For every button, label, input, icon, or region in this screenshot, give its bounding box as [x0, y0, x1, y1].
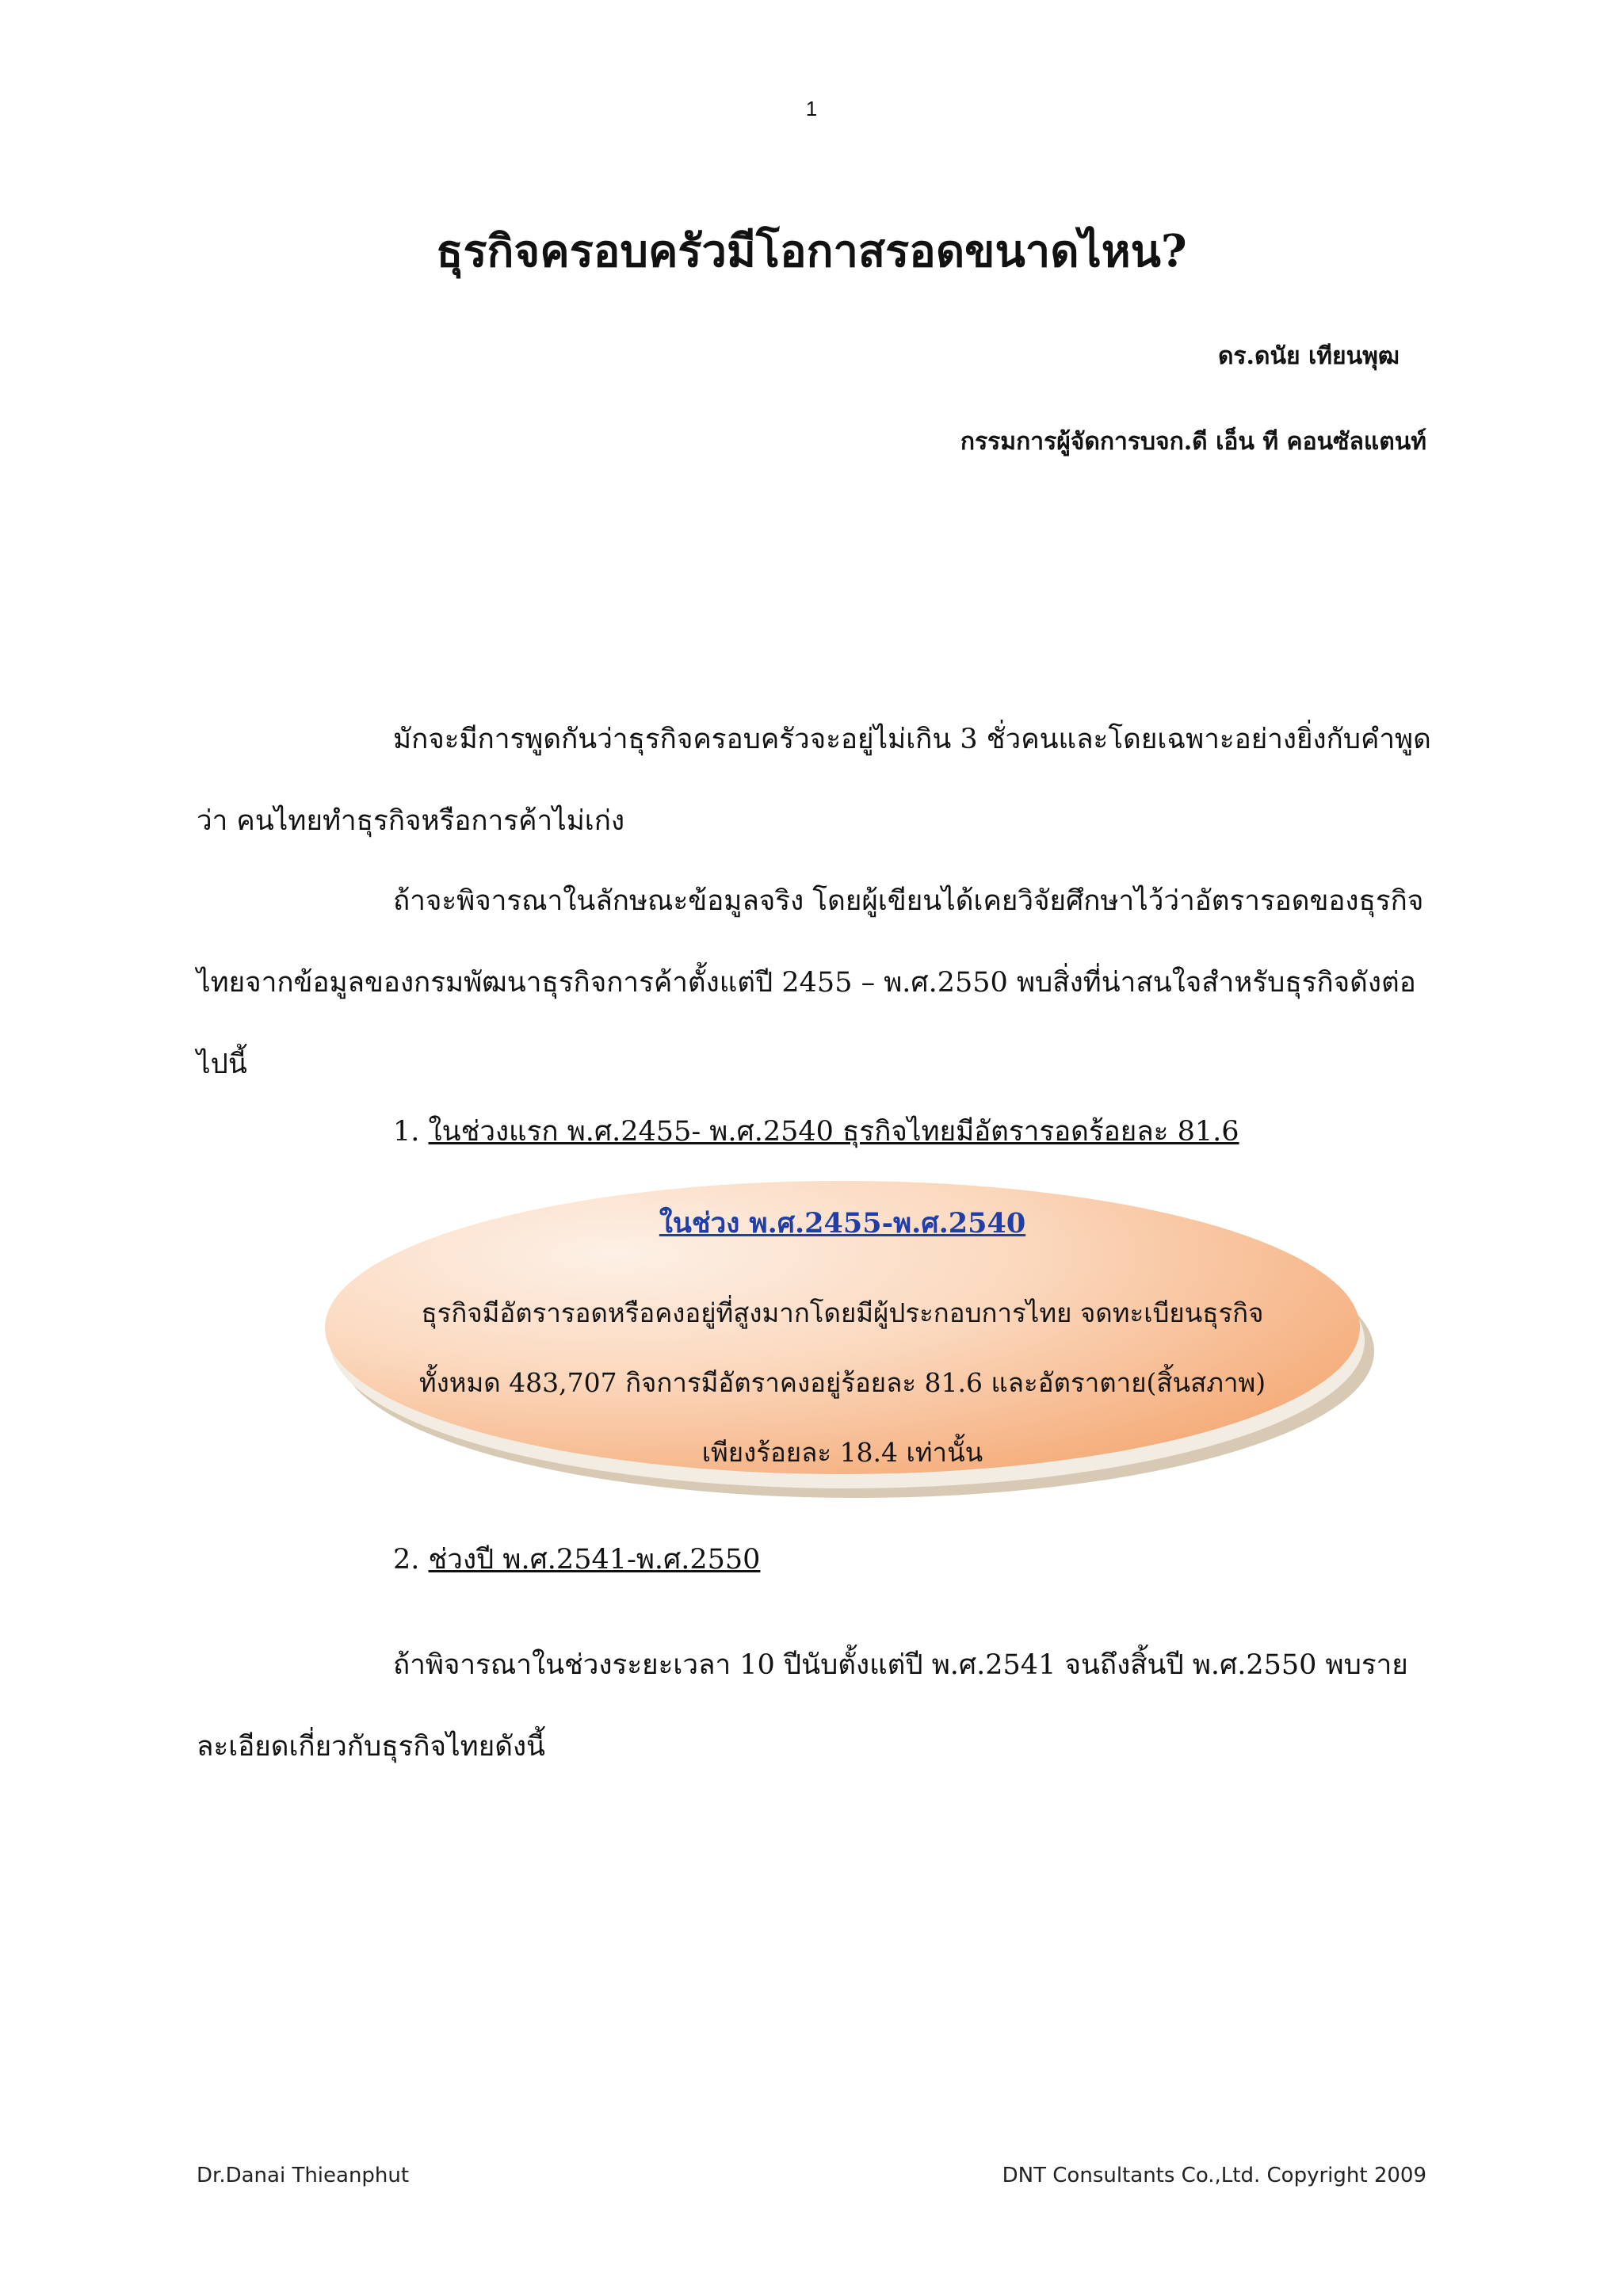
list-item-text: ช่วงปี พ.ศ.2541-พ.ศ.2550 [428, 1544, 761, 1576]
page-number: 1 [805, 97, 818, 120]
list-item-period-2 [393, 1538, 760, 1581]
footer-author: Dr.Danai Thieanphut [197, 2164, 410, 2187]
list-item-number: 1. [393, 1116, 420, 1148]
list-item-number: 2. [393, 1544, 420, 1576]
callout-oval [325, 1181, 1374, 1498]
author-affiliation: กรรมการผู้จัดการบจก.ดี เอ็น ที คอนซัลแตนท์ [960, 428, 1426, 456]
paragraph-intro: มักจะมีการพูดกันว่าธุรกิจครอบครัวจะอยู่ไม่เกิน 3 ชั่วคนและโดยเฉพาะอย่างยิ่งกับคำพูดว่า คนไทยทำธุรกิจหรือการค้าไม่เก่ง [197, 724, 1431, 837]
document-title: ธุรกิจครอบครัวมีโอกาสรอดขนาดไหน? [436, 225, 1187, 277]
list-item-period-1 [393, 1110, 1239, 1153]
footer-copyright: DNT Consultants Co.,Ltd. Copyright 2009 [1002, 2164, 1426, 2187]
callout-body [325, 1181, 1360, 1474]
callout-line: เพียงร้อยละ 18.4 เท่านั้น [701, 1437, 983, 1468]
callout-line: ธุรกิจมีอัตรารอดหรือคงอยู่ที่สูงมากโดยมีผู้ประกอบการไทย จดทะเบียนธุรกิจ [421, 1297, 1264, 1328]
callout-line: ทั้งหมด 483,707 กิจการมีอัตราคงอยู่ร้อยละ 81.6 และอัตราตาย(สิ้นสภาพ) [418, 1367, 1266, 1398]
author-name: ดร.ดนัย เทียนพุฒ [1217, 342, 1400, 370]
list-item-text: ในช่วงแรก พ.ศ.2455- พ.ศ.2540 ธุรกิจไทยมีอัตรารอดร้อยละ 81.6 [428, 1116, 1239, 1148]
paragraph-period-2: ถ้าพิจารณาในช่วงระยะเวลา 10 ปีนับตั้งแต่ปี พ.ศ.2541 จนถึงสิ้นปี พ.ศ.2550 พบรายละเอียดเกี่ยวกับธุรกิจไทยดังนี้ [197, 1649, 1408, 1763]
callout-heading: ในช่วง พ.ศ.2455-พ.ศ.2540 [659, 1207, 1026, 1240]
paragraph-research: ถ้าจะพิจารณาในลักษณะข้อมูลจริง โดยผู้เขียนได้เคยวิจัยศึกษาไว้ว่าอัตรารอดของธุรกิจไทยจากข้อมูลของกรมพัฒนาธุรกิจการค้าตั้งแต่ปี 2455 – พ.ศ.2550 พบสิ่งที่น่าสนใจสำหรับธุรกิจดังต่อไปนี้ [197, 885, 1424, 1080]
